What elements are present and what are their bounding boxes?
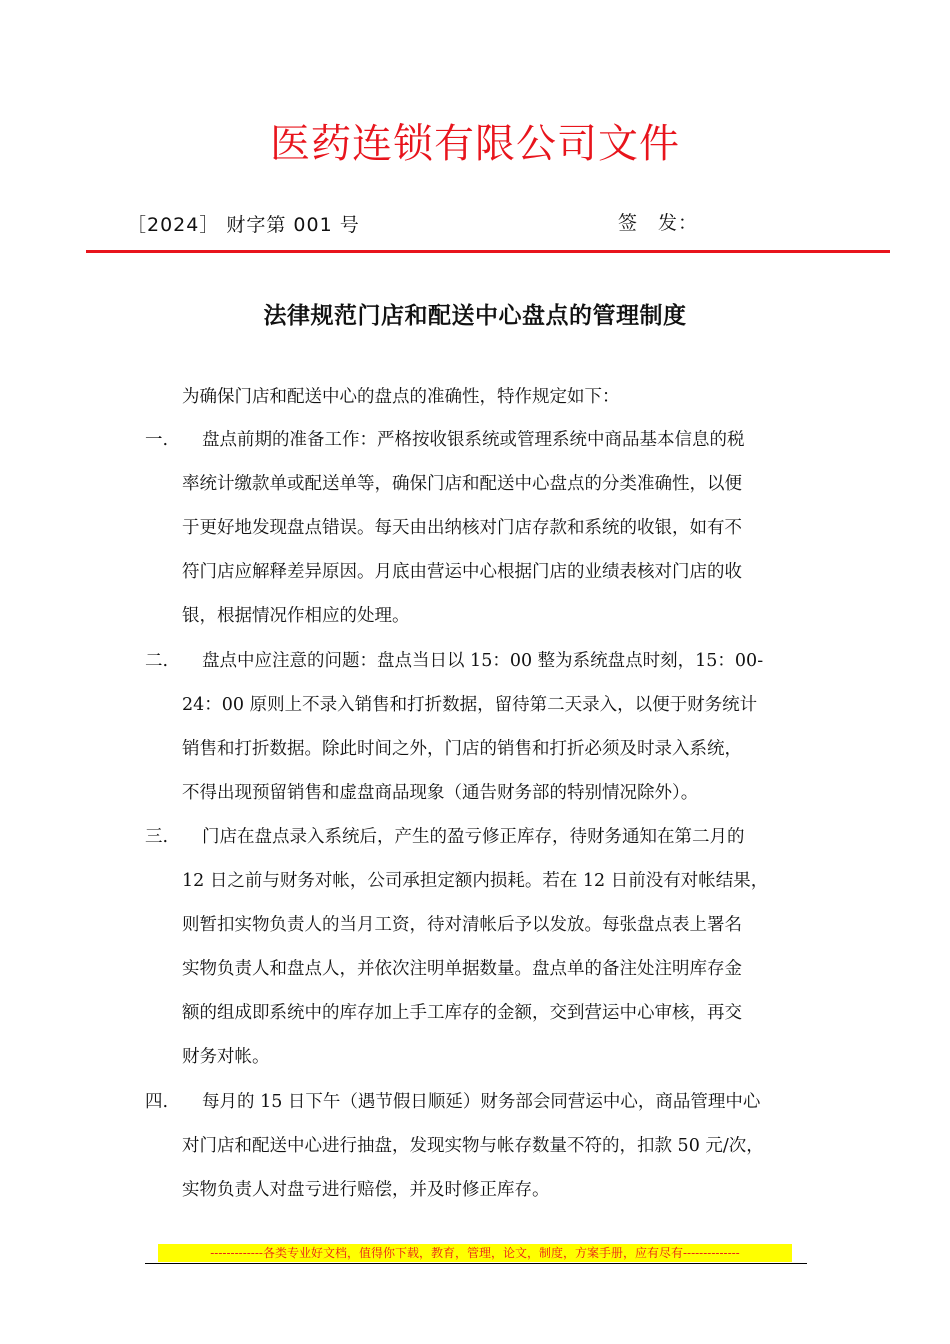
- section-text-line: 符门店应解释差异原因。月底由营运中心根据门店的业绩表核对门店的收: [182, 562, 742, 582]
- header-divider: [86, 250, 890, 253]
- section-number: 四.: [145, 1092, 169, 1112]
- section-text-line: 实物负责人和盘点人，并依次注明单据数量。盘点单的备注处注明库存金: [182, 959, 742, 979]
- section-text-line: 每月的 15 日下午（遇节假日顺延）财务部会同营运中心，商品管理中心: [202, 1092, 761, 1112]
- section-text-line: 率统计缴款单或配送单等，确保门店和配送中心盘点的分类准确性，以便: [182, 474, 742, 494]
- section-text-line: 于更好地发现盘点错误。每天由出纳核对门店存款和系统的收银，如有不: [182, 518, 742, 538]
- footer-banner: -------------各类专业好文档，值得你下载，教育，管理，论文，制度，方案手册，应有尽有--------------: [158, 1244, 792, 1262]
- section-text-line: 24：00 原则上不录入销售和打折数据，留待第二天录入，以便于财务统计: [182, 695, 758, 715]
- section-text-line: 对门店和配送中心进行抽盘，发现实物与帐存数量不符的，扣款 50 元/次，: [182, 1136, 764, 1156]
- section-text-line: 12 日之前与财务对帐，公司承担定额内损耗。若在 12 日前没有对帐结果，: [182, 871, 769, 891]
- section-text-line: 盘点前期的准备工作：严格按收银系统或管理系统中商品基本信息的税: [202, 430, 745, 450]
- section-text-line: 盘点中应注意的问题：盘点当日以 15：00 整为系统盘点时刻，15：00-: [202, 651, 764, 671]
- section-text-line: 额的组成即系统中的库存加上手工库存的金额，交到营运中心审核，再交: [182, 1003, 742, 1023]
- section-text-line: 销售和打折数据。除此时间之外，门店的销售和打折必须及时录入系统，: [182, 739, 742, 759]
- signature-label: 签 发：: [618, 212, 699, 234]
- document-number: ［2024］ 财字第 001 号: [127, 214, 360, 236]
- section-text-line: 不得出现预留销售和虚盘商品现象（通告财务部的特别情况除外）。: [182, 783, 699, 803]
- document-title: 法律规范门店和配送中心盘点的管理制度: [263, 302, 687, 329]
- section-number: 一.: [145, 430, 169, 450]
- footer-divider: [145, 1263, 807, 1264]
- section-number: 二.: [145, 651, 169, 671]
- section-text-line: 实物负责人对盘亏进行赔偿，并及时修正库存。: [182, 1180, 550, 1200]
- section-number: 三.: [145, 827, 169, 847]
- org-document-header: 医药连锁有限公司文件: [270, 121, 680, 167]
- section-text-line: 银，根据情况作相应的处理。: [182, 606, 410, 626]
- intro-paragraph: 为确保门店和配送中心的盘点的准确性，特作规定如下：: [182, 387, 620, 407]
- section-text-line: 门店在盘点录入系统后，产生的盈亏修正库存，待财务通知在第二月的: [202, 827, 745, 847]
- section-text-line: 则暂扣实物负责人的当月工资，待对清帐后予以发放。每张盘点表上署名: [182, 915, 742, 935]
- section-text-line: 财务对帐。: [182, 1047, 270, 1067]
